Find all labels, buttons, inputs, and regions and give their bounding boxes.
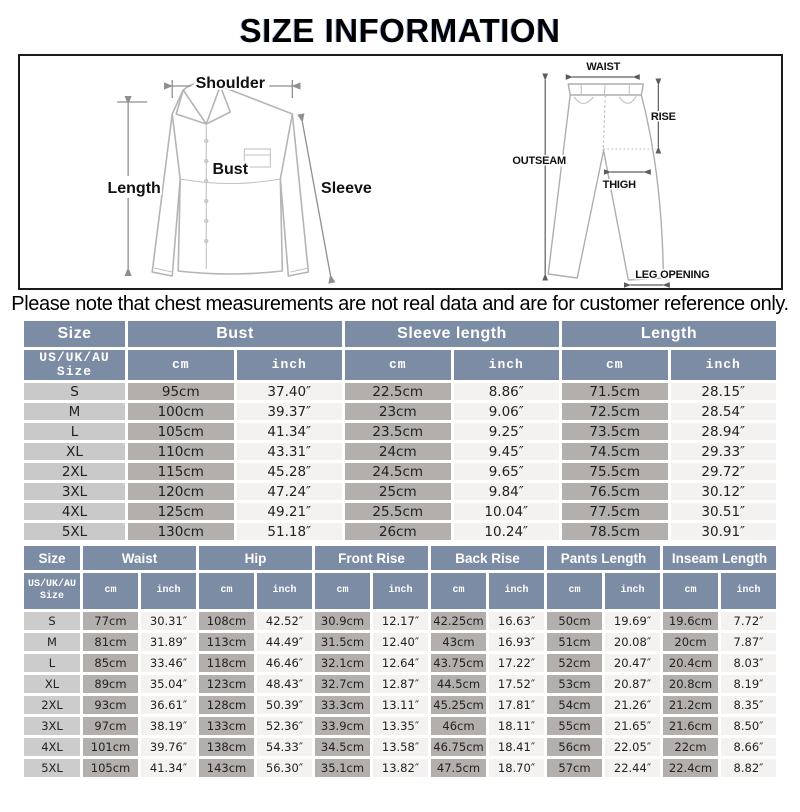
- shirt-sleeve-label: Sleeve: [320, 180, 372, 197]
- inch-value-cell: 43.31″: [237, 443, 343, 460]
- inch-value-cell: 9.65″: [454, 463, 560, 480]
- inch-value-cell: 8.86″: [454, 383, 560, 400]
- inch-value-cell: 30.31″: [141, 612, 196, 630]
- inch-value-cell: 47.24″: [237, 483, 343, 500]
- cm-value-cell: 45.25cm: [431, 696, 486, 714]
- table-row: [24, 463, 776, 480]
- size-header-cell: US/UK/AU Size: [24, 350, 125, 380]
- unit-header-cell: cm: [315, 573, 370, 609]
- cm-value-cell: 32.1cm: [315, 654, 370, 672]
- size-cell: XL: [24, 675, 80, 693]
- cm-value-cell: 118cm: [199, 654, 254, 672]
- cm-value-cell: 110cm: [128, 443, 234, 460]
- inch-value-cell: 8.66″: [721, 738, 776, 756]
- shirt-length-label: Length: [106, 180, 161, 197]
- inch-value-cell: 20.87″: [605, 675, 660, 693]
- pants-thigh-label: THIGH: [602, 179, 636, 191]
- inch-value-cell: 30.12″: [671, 483, 777, 500]
- inch-value-cell: 35.04″: [141, 675, 196, 693]
- inch-value-cell: 22.05″: [605, 738, 660, 756]
- cm-value-cell: 51cm: [547, 633, 602, 651]
- cm-value-cell: 128cm: [199, 696, 254, 714]
- inch-value-cell: 39.76″: [141, 738, 196, 756]
- unit-header-row: [24, 573, 776, 609]
- size-cell: XL: [24, 443, 125, 460]
- unit-header-cell: cm: [128, 350, 234, 380]
- inch-value-cell: 9.84″: [454, 483, 560, 500]
- size-cell: 2XL: [24, 463, 125, 480]
- cm-value-cell: 55cm: [547, 717, 602, 735]
- inch-value-cell: 30.51″: [671, 503, 777, 520]
- inch-value-cell: 56.30″: [257, 759, 312, 777]
- cm-value-cell: 52cm: [547, 654, 602, 672]
- cm-value-cell: 54cm: [547, 696, 602, 714]
- size-cell: 4XL: [24, 503, 125, 520]
- cm-value-cell: 24cm: [345, 443, 451, 460]
- cm-value-cell: 23.5cm: [345, 423, 451, 440]
- cm-value-cell: 33.9cm: [315, 717, 370, 735]
- inch-value-cell: 41.34″: [141, 759, 196, 777]
- cm-value-cell: 78.5cm: [562, 523, 668, 540]
- measurement-diagrams: [18, 54, 783, 290]
- cm-value-cell: 74.5cm: [562, 443, 668, 460]
- inch-value-cell: 49.21″: [237, 503, 343, 520]
- inch-value-cell: 7.72″: [721, 612, 776, 630]
- inch-value-cell: 13.58″: [373, 738, 428, 756]
- inch-value-cell: 13.35″: [373, 717, 428, 735]
- inch-value-cell: 20.08″: [605, 633, 660, 651]
- inch-value-cell: 16.93″: [489, 633, 544, 651]
- inch-value-cell: 17.52″: [489, 675, 544, 693]
- cm-value-cell: 57cm: [547, 759, 602, 777]
- cm-value-cell: 97cm: [83, 717, 138, 735]
- group-header-cell: Waist: [83, 546, 196, 570]
- cm-value-cell: 24.5cm: [345, 463, 451, 480]
- inch-value-cell: 52.36″: [257, 717, 312, 735]
- pants-measurement-diagram-icon: [400, 56, 781, 288]
- inch-value-cell: 8.19″: [721, 675, 776, 693]
- cm-value-cell: 143cm: [199, 759, 254, 777]
- cm-value-cell: 85cm: [83, 654, 138, 672]
- unit-header-cell: inch: [605, 573, 660, 609]
- cm-value-cell: 125cm: [128, 503, 234, 520]
- inch-value-cell: 28.54″: [671, 403, 777, 420]
- unit-header-cell: inch: [671, 350, 777, 380]
- size-cell: 3XL: [24, 717, 80, 735]
- cm-value-cell: 30.9cm: [315, 612, 370, 630]
- size-cell: 4XL: [24, 738, 80, 756]
- group-header-row: [24, 321, 776, 347]
- cm-value-cell: 50cm: [547, 612, 602, 630]
- group-header-cell: Size: [24, 546, 80, 570]
- unit-header-cell: cm: [562, 350, 668, 380]
- cm-value-cell: 34.5cm: [315, 738, 370, 756]
- cm-value-cell: 53cm: [547, 675, 602, 693]
- cm-value-cell: 20.4cm: [663, 654, 718, 672]
- inch-value-cell: 46.46″: [257, 654, 312, 672]
- cm-value-cell: 100cm: [128, 403, 234, 420]
- cm-value-cell: 123cm: [199, 675, 254, 693]
- unit-header-cell: inch: [373, 573, 428, 609]
- group-header-cell: Bust: [128, 321, 342, 347]
- unit-header-cell: cm: [199, 573, 254, 609]
- unit-header-cell: cm: [663, 573, 718, 609]
- table-row: [24, 612, 776, 630]
- unit-header-row: [24, 350, 776, 380]
- cm-value-cell: 20.8cm: [663, 675, 718, 693]
- inch-value-cell: 16.63″: [489, 612, 544, 630]
- inch-value-cell: 18.11″: [489, 717, 544, 735]
- size-cell: L: [24, 654, 80, 672]
- cm-value-cell: 76.5cm: [562, 483, 668, 500]
- group-header-cell: Pants Length: [547, 546, 660, 570]
- table-row: [24, 383, 776, 400]
- cm-value-cell: 75.5cm: [562, 463, 668, 480]
- size-cell: 3XL: [24, 483, 125, 500]
- group-header-cell: Size: [24, 321, 125, 347]
- unit-header-cell: inch: [237, 350, 343, 380]
- cm-value-cell: 89cm: [83, 675, 138, 693]
- inch-value-cell: 38.19″: [141, 717, 196, 735]
- cm-value-cell: 43.75cm: [431, 654, 486, 672]
- cm-value-cell: 44.5cm: [431, 675, 486, 693]
- inch-value-cell: 19.69″: [605, 612, 660, 630]
- inch-value-cell: 41.34″: [237, 423, 343, 440]
- cm-value-cell: 31.5cm: [315, 633, 370, 651]
- inch-value-cell: 51.18″: [237, 523, 343, 540]
- inch-value-cell: 12.40″: [373, 633, 428, 651]
- inch-value-cell: 13.82″: [373, 759, 428, 777]
- inch-value-cell: 10.04″: [454, 503, 560, 520]
- pants-outseam-label: OUTSEAM: [512, 155, 567, 167]
- table-row: [24, 523, 776, 540]
- inch-value-cell: 20.47″: [605, 654, 660, 672]
- size-cell: S: [24, 383, 125, 400]
- cm-value-cell: 93cm: [83, 696, 138, 714]
- table-row: [24, 483, 776, 500]
- size-cell: M: [24, 633, 80, 651]
- inch-value-cell: 29.72″: [671, 463, 777, 480]
- cm-value-cell: 21.2cm: [663, 696, 718, 714]
- inch-value-cell: 44.49″: [257, 633, 312, 651]
- table-row: [24, 654, 776, 672]
- inch-value-cell: 28.94″: [671, 423, 777, 440]
- bottom-size-table: [21, 543, 779, 780]
- inch-value-cell: 21.65″: [605, 717, 660, 735]
- unit-header-cell: inch: [141, 573, 196, 609]
- inch-value-cell: 12.64″: [373, 654, 428, 672]
- inch-value-cell: 17.81″: [489, 696, 544, 714]
- cm-value-cell: 32.7cm: [315, 675, 370, 693]
- size-cell: 5XL: [24, 523, 125, 540]
- table-row: [24, 633, 776, 651]
- shirt-measurement-diagram-icon: [20, 56, 401, 288]
- inch-value-cell: 30.91″: [671, 523, 777, 540]
- inch-value-cell: 7.87″: [721, 633, 776, 651]
- pants-leg-opening-label: LEG OPENING: [635, 269, 710, 281]
- size-cell: M: [24, 403, 125, 420]
- inch-value-cell: 9.25″: [454, 423, 560, 440]
- inch-value-cell: 45.28″: [237, 463, 343, 480]
- cm-value-cell: 43cm: [431, 633, 486, 651]
- cm-value-cell: 56cm: [547, 738, 602, 756]
- cm-value-cell: 25cm: [345, 483, 451, 500]
- inch-value-cell: 17.22″: [489, 654, 544, 672]
- inch-value-cell: 36.61″: [141, 696, 196, 714]
- group-header-row: [24, 546, 776, 570]
- group-header-cell: Back Rise: [431, 546, 544, 570]
- shirt-bust-label: Bust: [211, 161, 248, 178]
- inch-value-cell: 31.89″: [141, 633, 196, 651]
- reference-note: Please note that chest measurements are not real data and are for customer reference only.: [11, 293, 789, 315]
- unit-header-cell: inch: [721, 573, 776, 609]
- cm-value-cell: 42.25cm: [431, 612, 486, 630]
- cm-value-cell: 22cm: [663, 738, 718, 756]
- inch-value-cell: 39.37″: [237, 403, 343, 420]
- inch-value-cell: 13.11″: [373, 696, 428, 714]
- cm-value-cell: 95cm: [128, 383, 234, 400]
- inch-value-cell: 33.46″: [141, 654, 196, 672]
- size-cell: S: [24, 612, 80, 630]
- inch-value-cell: 18.41″: [489, 738, 544, 756]
- table-row: [24, 696, 776, 714]
- size-cell: 5XL: [24, 759, 80, 777]
- inch-value-cell: 12.17″: [373, 612, 428, 630]
- cm-value-cell: 25.5cm: [345, 503, 451, 520]
- group-header-cell: Hip: [199, 546, 312, 570]
- unit-header-cell: cm: [83, 573, 138, 609]
- cm-value-cell: 19.6cm: [663, 612, 718, 630]
- pants-rise-label: RISE: [650, 111, 676, 123]
- inch-value-cell: 9.06″: [454, 403, 560, 420]
- cm-value-cell: 46.75cm: [431, 738, 486, 756]
- cm-value-cell: 71.5cm: [562, 383, 668, 400]
- inch-value-cell: 18.70″: [489, 759, 544, 777]
- cm-value-cell: 105cm: [128, 423, 234, 440]
- pants-waist-label: WAIST: [586, 61, 621, 73]
- table-row: [24, 443, 776, 460]
- size-cell: L: [24, 423, 125, 440]
- cm-value-cell: 77cm: [83, 612, 138, 630]
- cm-value-cell: 77.5cm: [562, 503, 668, 520]
- group-header-cell: Front Rise: [315, 546, 428, 570]
- table-row: [24, 738, 776, 756]
- inch-value-cell: 54.33″: [257, 738, 312, 756]
- unit-header-cell: cm: [345, 350, 451, 380]
- cm-value-cell: 20cm: [663, 633, 718, 651]
- table-row: [24, 675, 776, 693]
- inch-value-cell: 21.26″: [605, 696, 660, 714]
- inch-value-cell: 8.35″: [721, 696, 776, 714]
- inch-value-cell: 42.52″: [257, 612, 312, 630]
- table-row: [24, 403, 776, 420]
- cm-value-cell: 101cm: [83, 738, 138, 756]
- cm-value-cell: 23cm: [345, 403, 451, 420]
- size-header-cell: US/UK/AU Size: [24, 573, 80, 609]
- table-row: [24, 503, 776, 520]
- table-row: [24, 759, 776, 777]
- size-cell: 2XL: [24, 696, 80, 714]
- cm-value-cell: 46cm: [431, 717, 486, 735]
- cm-value-cell: 47.5cm: [431, 759, 486, 777]
- inch-value-cell: 9.45″: [454, 443, 560, 460]
- cm-value-cell: 22.5cm: [345, 383, 451, 400]
- inch-value-cell: 50.39″: [257, 696, 312, 714]
- cm-value-cell: 138cm: [199, 738, 254, 756]
- top-size-table: [21, 318, 779, 543]
- shirt-shoulder-label: Shoulder: [195, 75, 265, 92]
- unit-header-cell: cm: [431, 573, 486, 609]
- unit-header-cell: inch: [454, 350, 560, 380]
- cm-value-cell: 26cm: [345, 523, 451, 540]
- inch-value-cell: 8.82″: [721, 759, 776, 777]
- group-header-cell: Sleeve length: [345, 321, 559, 347]
- inch-value-cell: 37.40″: [237, 383, 343, 400]
- cm-value-cell: 72.5cm: [562, 403, 668, 420]
- cm-value-cell: 105cm: [83, 759, 138, 777]
- cm-value-cell: 81cm: [83, 633, 138, 651]
- cm-value-cell: 73.5cm: [562, 423, 668, 440]
- inch-value-cell: 22.44″: [605, 759, 660, 777]
- cm-value-cell: 133cm: [199, 717, 254, 735]
- inch-value-cell: 12.87″: [373, 675, 428, 693]
- cm-value-cell: 21.6cm: [663, 717, 718, 735]
- inch-value-cell: 10.24″: [454, 523, 560, 540]
- inch-value-cell: 48.43″: [257, 675, 312, 693]
- unit-header-cell: inch: [489, 573, 544, 609]
- cm-value-cell: 113cm: [199, 633, 254, 651]
- cm-value-cell: 120cm: [128, 483, 234, 500]
- inch-value-cell: 29.33″: [671, 443, 777, 460]
- unit-header-cell: cm: [547, 573, 602, 609]
- cm-value-cell: 108cm: [199, 612, 254, 630]
- inch-value-cell: 8.03″: [721, 654, 776, 672]
- cm-value-cell: 115cm: [128, 463, 234, 480]
- table-row: [24, 717, 776, 735]
- cm-value-cell: 22.4cm: [663, 759, 718, 777]
- group-header-cell: Length: [562, 321, 776, 347]
- inch-value-cell: 8.50″: [721, 717, 776, 735]
- cm-value-cell: 35.1cm: [315, 759, 370, 777]
- inch-value-cell: 28.15″: [671, 383, 777, 400]
- group-header-cell: Inseam Length: [663, 546, 776, 570]
- cm-value-cell: 33.3cm: [315, 696, 370, 714]
- unit-header-cell: inch: [257, 573, 312, 609]
- cm-value-cell: 130cm: [128, 523, 234, 540]
- page-title: SIZE INFORMATION: [239, 12, 561, 49]
- table-row: [24, 423, 776, 440]
